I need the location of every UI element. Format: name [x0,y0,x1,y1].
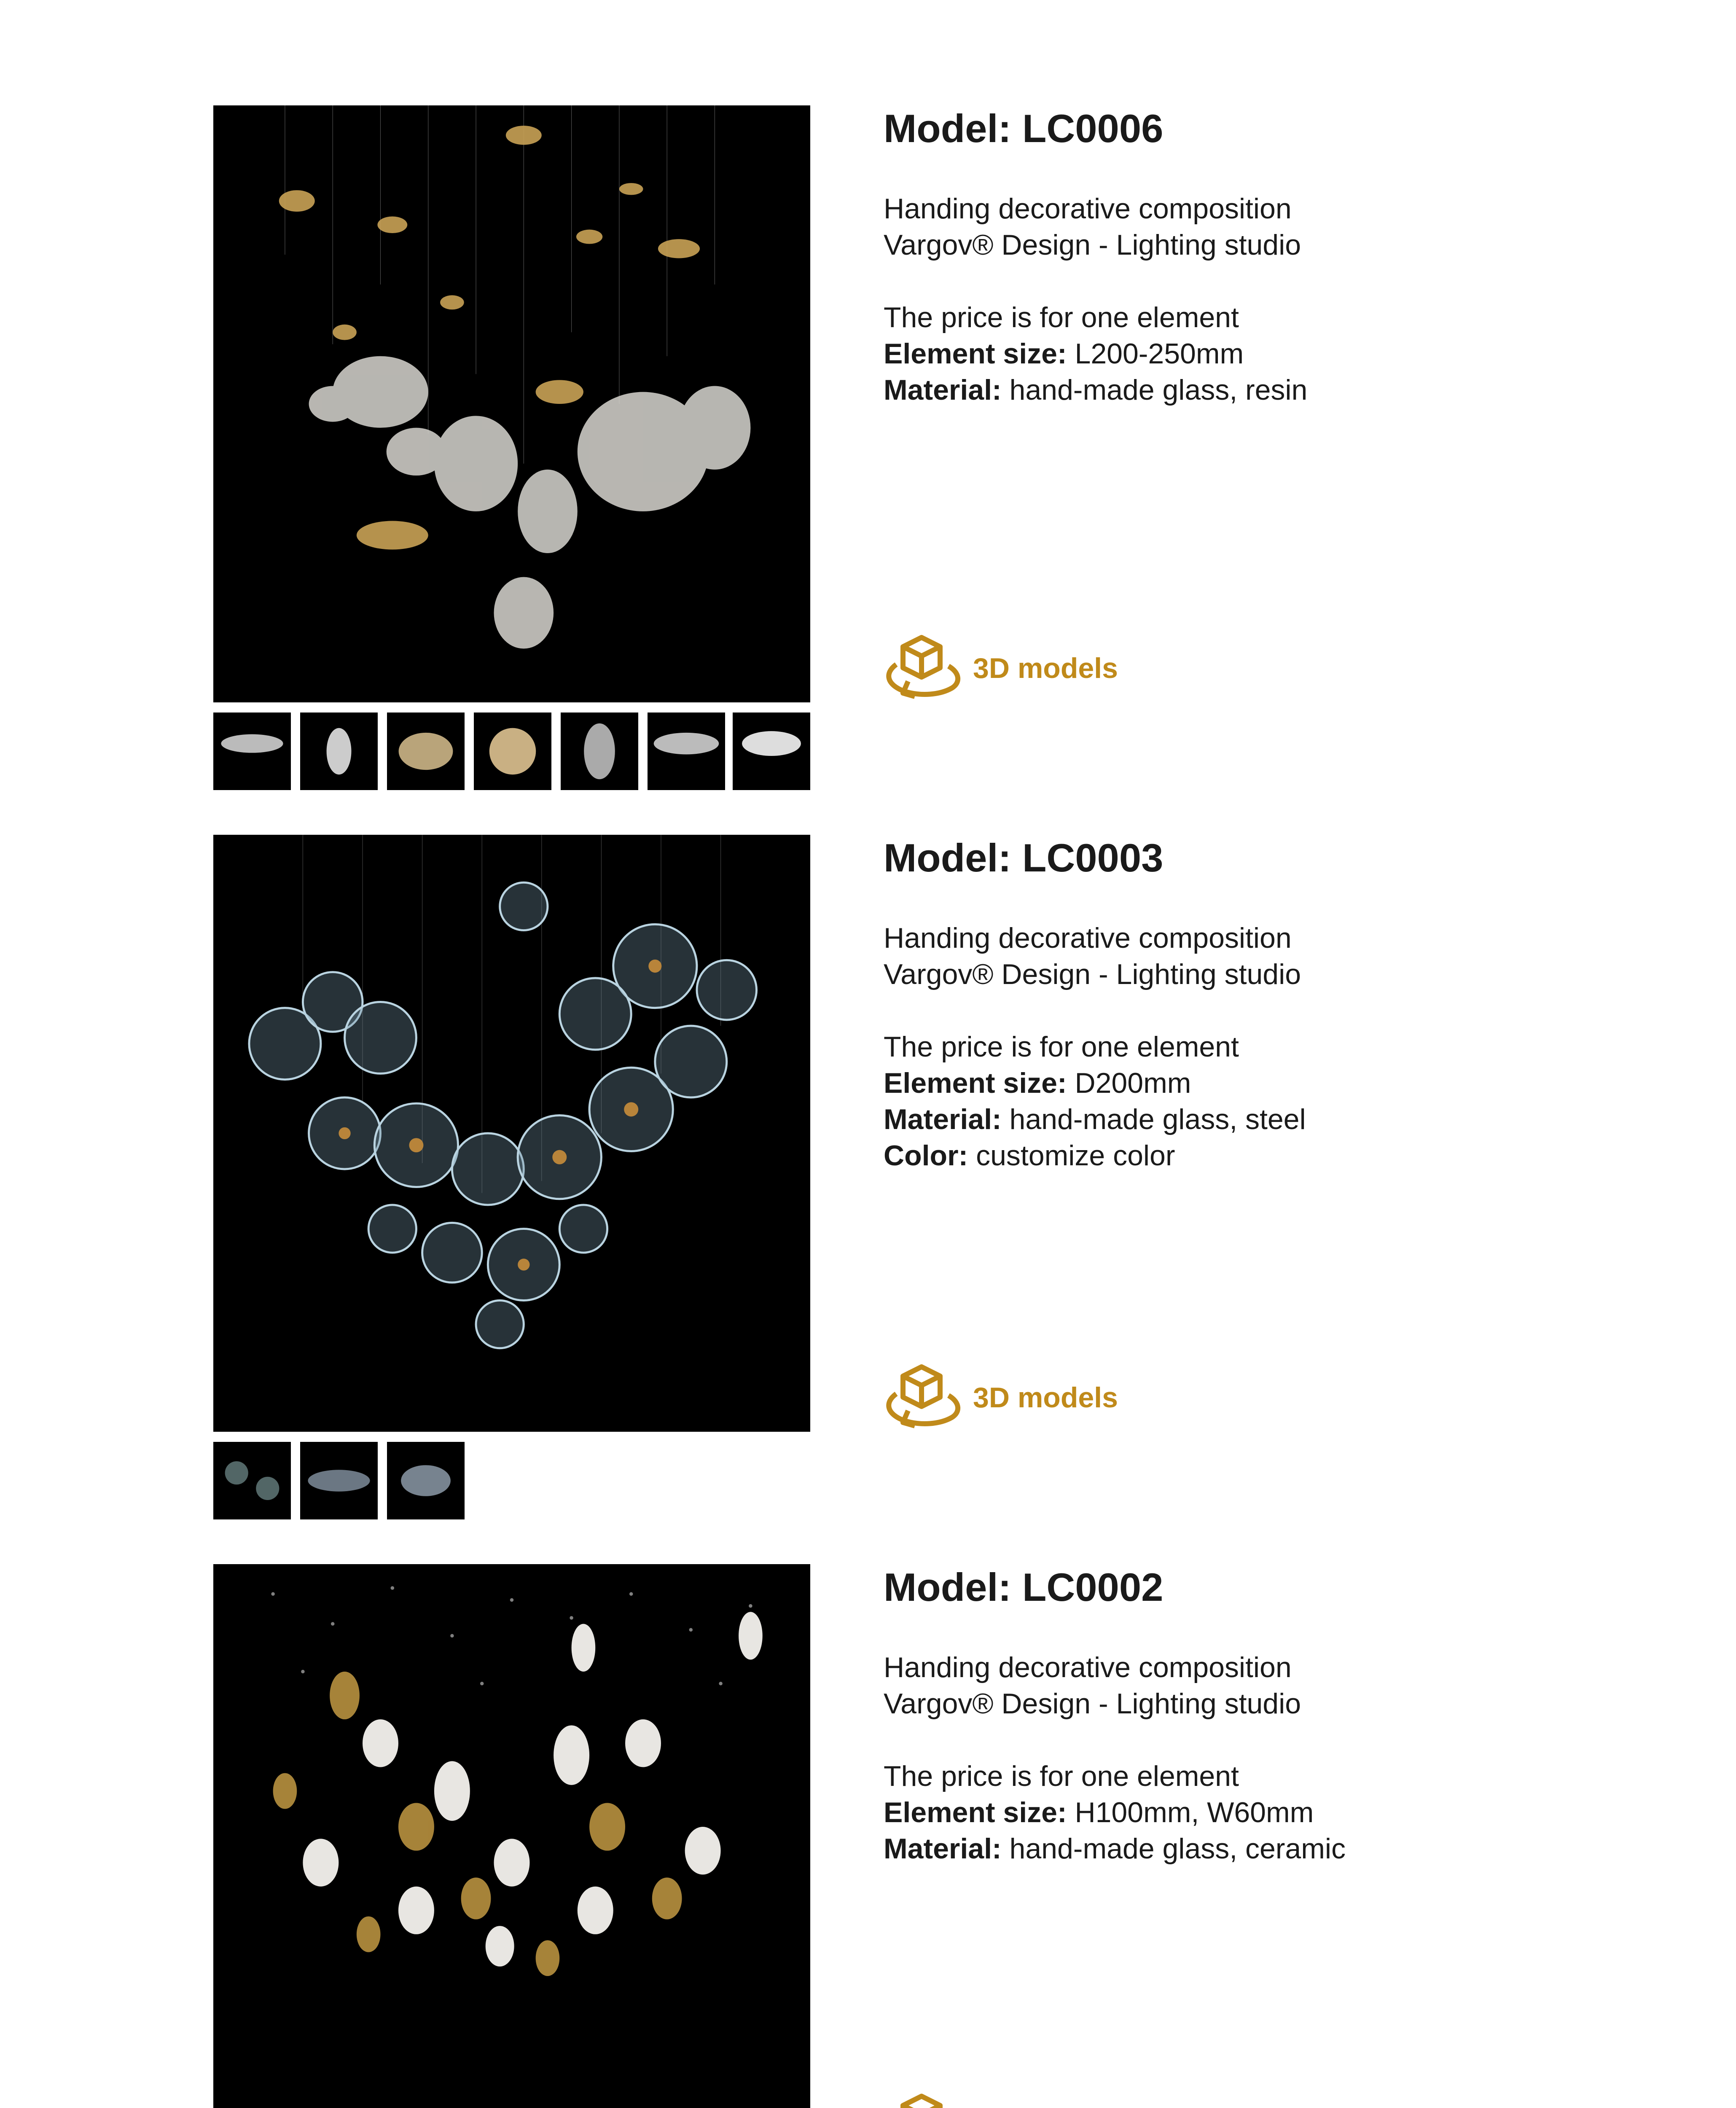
leaves-chandelier-image [213,105,810,702]
element-size-value: L200-250mm [1067,338,1244,370]
product-description [884,920,1685,1174]
3d-models-link[interactable] [879,632,1118,704]
3d-cube-rotate-icon [879,1362,964,1433]
element-size-row [884,336,1685,372]
product-main-image[interactable] [213,835,810,1432]
petals-chandelier-image [213,1564,810,2108]
element-size-row [884,1794,1685,1831]
material-row [884,372,1685,408]
product-main-image[interactable] [213,105,810,702]
thumbnail-strip [213,1442,810,1519]
model-title: Model: LC0003 [884,836,1164,880]
color-row [884,1137,1685,1174]
product-main-image[interactable] [213,1564,810,2108]
thumbnail[interactable] [561,713,638,790]
material-label: Material: [884,1833,1002,1865]
element-size-label: Element size: [884,1796,1067,1828]
material-value: hand-made glass, ceramic [1001,1833,1346,1865]
description-line: Handing decorative composition [884,193,1292,225]
element-size-label: Element size: [884,338,1067,370]
product-description [884,191,1685,408]
material-label: Material: [884,1103,1002,1135]
model-title: Model: LC0006 [884,106,1164,151]
description-line: Handing decorative composition [884,1651,1292,1683]
material-row [884,1101,1685,1137]
glass-discs-chandelier-image [213,835,810,1432]
product-info [884,105,1685,408]
thumbnail[interactable] [387,713,465,790]
product-lc0002 [0,1564,1736,2108]
description-line: Handing decorative composition [884,922,1292,954]
color-value: customize color [968,1140,1175,1172]
element-size-row [884,1065,1685,1101]
thumbnail-strip [213,713,810,790]
element-size-label: Element size: [884,1067,1067,1099]
thumbnail[interactable] [213,1442,291,1519]
thumbnail[interactable] [387,1442,465,1519]
color-label: Color: [884,1140,968,1172]
3d-cube-rotate-icon [879,2091,964,2108]
studio-line: Vargov® Design - Lighting studio [884,1688,1301,1720]
element-size-value: D200mm [1067,1067,1191,1099]
product-lc0003 [0,835,1736,1519]
product-lc0006 [0,105,1736,790]
thumbnail[interactable] [213,713,291,790]
thumbnail[interactable] [648,713,725,790]
studio-line: Vargov® Design - Lighting studio [884,229,1301,261]
thumbnail[interactable] [474,713,551,790]
price-note: The price is for one element [884,301,1239,333]
3d-cube-rotate-icon [879,632,964,704]
material-value: hand-made glass, steel [1001,1103,1306,1135]
thumbnail[interactable] [300,1442,378,1519]
thumbnail[interactable] [300,713,378,790]
product-info [884,835,1685,1174]
product-info [884,1564,1685,1867]
3d-models-link[interactable] [879,1362,1118,1433]
model-title: Model: LC0002 [884,1565,1164,1609]
material-value: hand-made glass, resin [1001,374,1308,406]
element-size-value: H100mm, W60mm [1067,1796,1314,1828]
price-note: The price is for one element [884,1760,1239,1792]
price-note: The price is for one element [884,1031,1239,1063]
thumbnail[interactable] [733,713,810,790]
3d-models-label: 3D models [973,1382,1118,1414]
material-row [884,1831,1685,1867]
material-label: Material: [884,374,1002,406]
product-description [884,1649,1685,1867]
3d-models-label: 3D models [973,652,1118,684]
3d-models-link[interactable] [879,2091,1118,2108]
studio-line: Vargov® Design - Lighting studio [884,958,1301,990]
